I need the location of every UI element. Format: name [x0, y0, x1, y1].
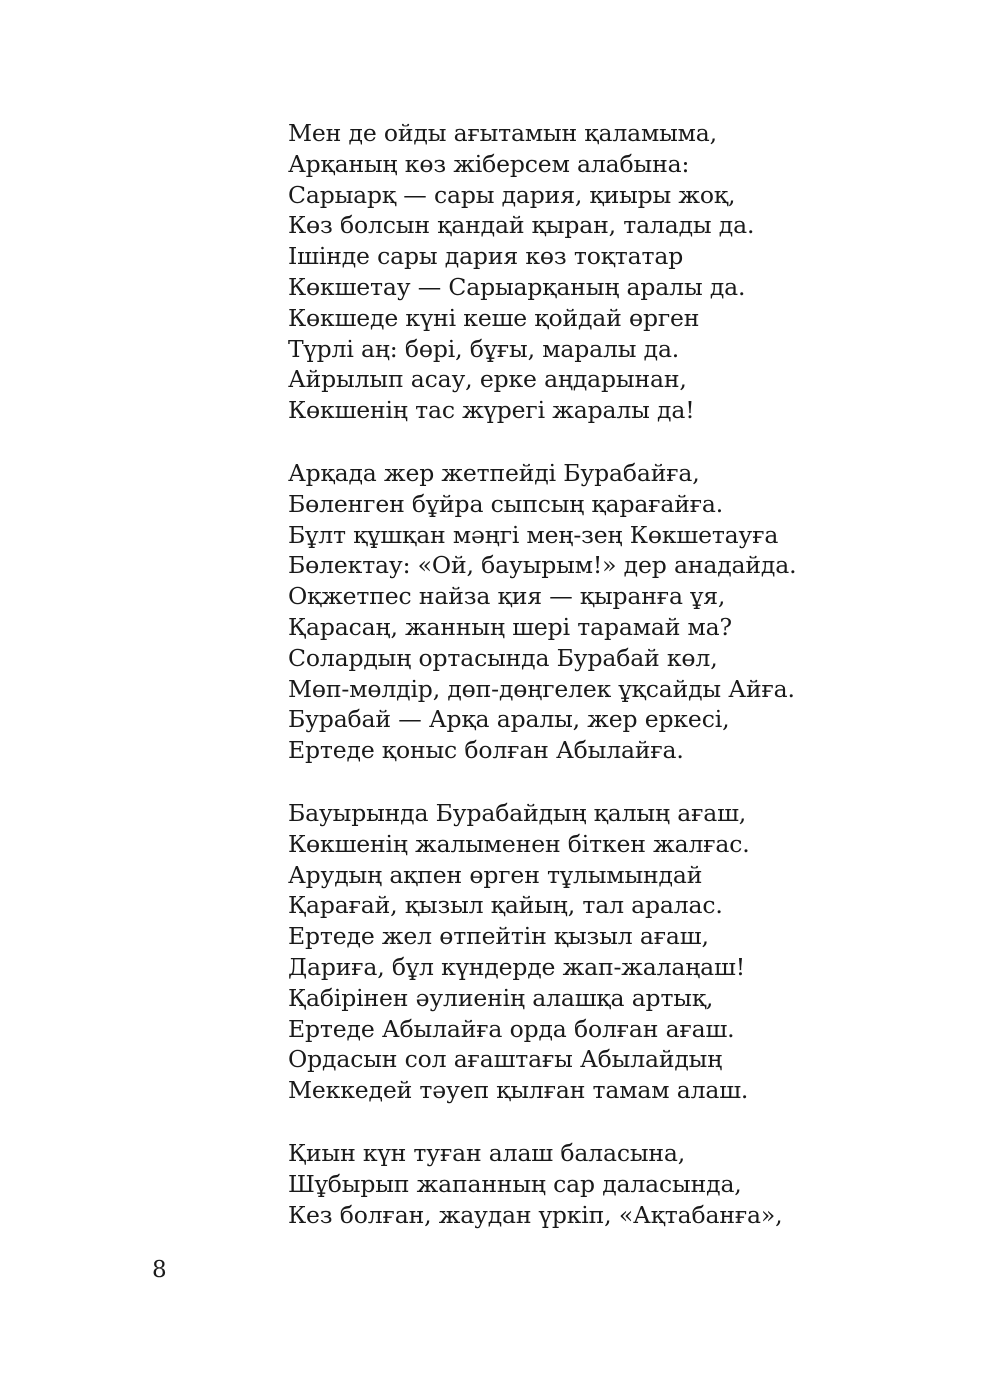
- poem-line: Ертеде Абылайға орда болған ағаш.: [288, 1014, 735, 1043]
- poem-line: Меккедей тәуеп қылған тамам алаш.: [288, 1076, 749, 1105]
- poem-line: Көкшеде күні кеше қойдай өрген: [288, 303, 700, 332]
- poem-line: Оқжетпес найза қия — қыранға ұя,: [288, 582, 726, 611]
- poem-line: Бурабай — Арқа аралы, жер еркесі,: [288, 705, 730, 734]
- poem-line: Қарағай, қызыл қайың, тал аралас.: [288, 891, 723, 920]
- poem-line: Мөп-мөлдір, дөп-дөңгелек ұқсайды Айға.: [288, 674, 795, 703]
- stanza-1: [288, 118, 968, 426]
- poem-line: Ертеде жел өтпейтін қызыл ағаш,: [288, 922, 709, 951]
- stanza-3: [288, 798, 968, 1106]
- poem-line: Ішінде сары дария көз тоқтатар: [288, 242, 684, 271]
- poem-line: Арқаның көз жіберсем алабына:: [288, 149, 690, 178]
- poem-line: Көз болсын қандай қыран, талады да.: [288, 211, 755, 240]
- poem-line: Арудың ақпен өрген тұлымындай: [288, 860, 703, 889]
- poem-line: Түрлі аң: бөрі, бұғы, маралы да.: [288, 334, 680, 363]
- poem-line: Арқада жер жетпейді Бурабайға,: [288, 458, 700, 487]
- poem: [288, 118, 968, 1262]
- poem-line: Бауырында Бурабайдың қалың ағаш,: [288, 798, 747, 827]
- poem-line: Бұлт құшқан мәңгі мең-зең Көкшетауға: [288, 520, 779, 549]
- poem-line: Бөленген бұйра сыпсың қарағайға.: [288, 489, 724, 518]
- poem-line: Қабірінен әулиенің алашқа артық,: [288, 983, 714, 1012]
- poem-line: Айрылып асау, ерке аңдарынан,: [288, 365, 687, 394]
- poem-line: Солардың ортасында Бурабай көл,: [288, 643, 718, 672]
- poem-line: Дариға, бұл күндерде жап-жалаңаш!: [288, 952, 746, 981]
- poem-line: Көкшенің жалыменен біткен жалғас.: [288, 829, 750, 858]
- poem-line: Ордасын сол ағаштағы Абылайдың: [288, 1045, 723, 1074]
- stanza-2: [288, 458, 968, 766]
- poem-line: Кез болған, жаудан үркіп, «Ақтабанға»,: [288, 1200, 783, 1229]
- poem-line: Көкшетау — Сарыарқаның аралы да.: [288, 272, 746, 301]
- poem-line: Сарыарқ — сары дария, қиыры жоқ,: [288, 180, 736, 209]
- poem-line: Шұбырып жапанның сар даласында,: [288, 1169, 742, 1198]
- stanza-4: [288, 1138, 968, 1230]
- poem-line: Бөлектау: «Ой, бауырым!» дер анадайда.: [288, 551, 797, 580]
- page-number: 8: [152, 1257, 167, 1283]
- poem-line: Қиын күн туған алаш баласына,: [288, 1138, 686, 1167]
- poem-line: Көкшенің тас жүрегі жаралы да!: [288, 396, 695, 425]
- poem-line: Ертеде қоныс болған Абылайға.: [288, 736, 684, 765]
- poem-line: Қарасаң, жанның шері тарамай ма?: [288, 612, 732, 641]
- poem-line: Мен де ойды ағытамын қаламыма,: [288, 119, 717, 147]
